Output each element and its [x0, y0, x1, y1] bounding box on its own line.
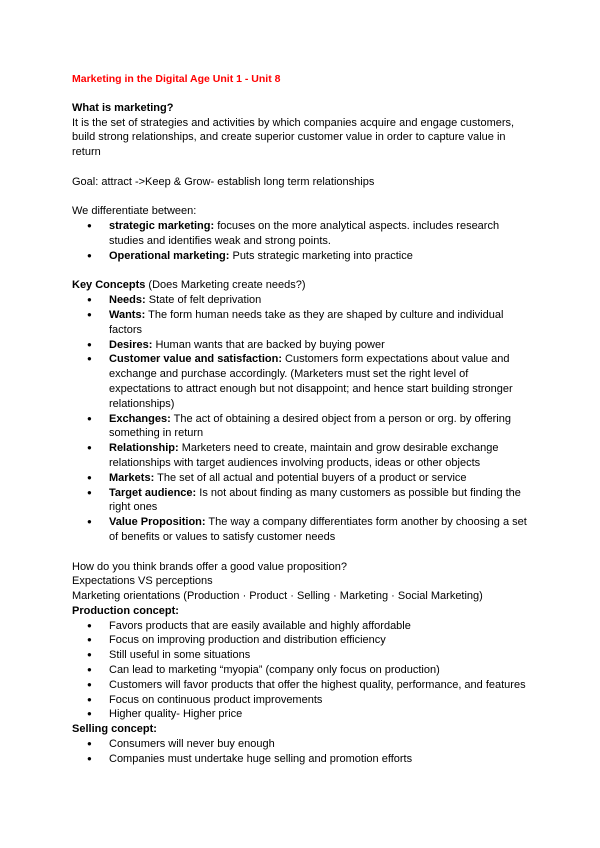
question-text: How do you think brands offer a good value proposition? — [72, 560, 347, 573]
orientations-text: Marketing orientations (Production · Product · Selling · Marketing · Social Marketing) — [72, 590, 483, 603]
document-title: Marketing in the Digital Age Unit 1 - Unit 8 — [72, 73, 281, 85]
key-concepts-list — [72, 293, 532, 545]
list-item: ● Value Proposition: The way a company differentiates form another by choosing a set of benefits or values to satisfy customer needs — [72, 515, 532, 545]
production-heading: Production concept: — [72, 604, 179, 617]
selling-heading: Selling concept: — [72, 723, 157, 736]
list-item: ● Can lead to marketing “myopia” (company only focus on production) — [72, 663, 532, 678]
list-item: ● Customers will favor products that offer the highest quality, performance, and features — [72, 678, 532, 693]
differentiate-list — [72, 219, 532, 263]
list-item: ● Operational marketing: Puts strategic marketing into practice — [72, 249, 532, 264]
list-item: ● Favors products that are easily available and highly affordable — [72, 619, 532, 634]
expectations-text: Expectations VS perceptions — [72, 575, 213, 588]
list-item: ● Higher quality- Higher price — [72, 707, 532, 722]
document-page — [72, 72, 532, 767]
selling-list — [72, 737, 532, 767]
what-is-heading: What is marketing? — [72, 101, 174, 114]
goal-text: Goal: attract ->Keep & Grow- establish long term relationships — [72, 175, 375, 188]
list-item: ● Consumers will never buy enough — [72, 737, 532, 752]
list-item: ● Relationship: Marketers need to create, maintain and grow desirable exchange relationships with target audiences involving products, ideas or other objects — [72, 441, 532, 471]
list-item: ● Desires: Human wants that are backed by buying power — [72, 338, 532, 353]
list-item: ● Still useful in some situations — [72, 648, 532, 663]
list-item: ● Customer value and satisfaction: Customers form expectations about value and exchange and purchase accordingly. (Marketers must set the right level of expectations to attract enough but not disappoint; and hence start building stronger relationships) — [72, 352, 532, 411]
list-item: ● Exchanges: The act of obtaining a desired object from a person or org. by offering something in return — [72, 412, 532, 442]
list-item: ● Focus on continuous product improvements — [72, 693, 532, 708]
production-list — [72, 619, 532, 723]
list-item: ● Wants: The form human needs take as they are shaped by culture and individual factors — [72, 308, 532, 338]
what-is-text: It is the set of strategies and activities by which companies acquire and engage customers, build strong relationships, and create superior customer value in order to capture value in return — [72, 116, 515, 159]
key-concepts-heading: Key Concepts (Does Marketing create needs?) — [72, 279, 306, 292]
list-item: ● strategic marketing: focuses on the more analytical aspects. includes research studies and identifies weak and strong points. — [72, 219, 532, 249]
list-item: ● Needs: State of felt deprivation — [72, 293, 532, 308]
list-item: ● Target audience: Is not about finding as many customers as possible but finding the right ones — [72, 486, 532, 516]
differentiate-intro: We differentiate between: — [72, 205, 197, 218]
list-item: ● Focus on improving production and distribution efficiency — [72, 633, 532, 648]
list-item: ● Companies must undertake huge selling and promotion efforts — [72, 752, 532, 767]
list-item: ● Markets: The set of all actual and potential buyers of a product or service — [72, 471, 532, 486]
